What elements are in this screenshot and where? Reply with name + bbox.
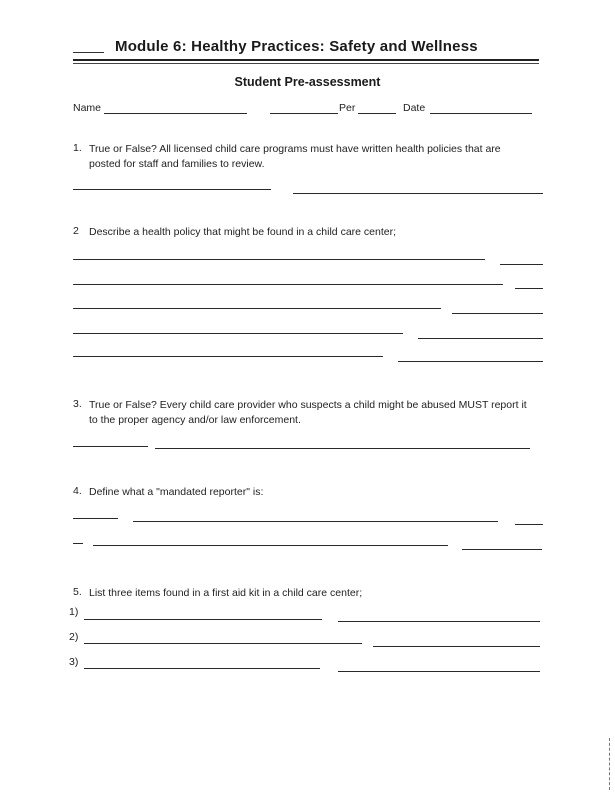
answer-line[interactable] xyxy=(73,284,503,285)
question-number: 4. xyxy=(73,485,82,497)
answer-line[interactable] xyxy=(398,361,543,362)
date-label: Date xyxy=(403,102,426,114)
name-label: Name xyxy=(73,102,102,114)
question-text: True or False? All licensed child care programs must have written health policies that are posted for staff and families to review. xyxy=(89,143,501,170)
answer-line[interactable] xyxy=(93,545,448,546)
list-item-number: 3) xyxy=(69,656,79,668)
answer-line[interactable] xyxy=(84,619,322,620)
answer-line[interactable] xyxy=(515,524,543,525)
answer-line[interactable] xyxy=(84,643,362,644)
answer-line[interactable] xyxy=(73,356,383,357)
question-number: 3. xyxy=(73,398,82,410)
list-item-number: 2) xyxy=(69,631,79,643)
question-number: 1. xyxy=(73,142,82,154)
answer-line[interactable] xyxy=(73,308,441,309)
answer-line[interactable] xyxy=(500,264,543,265)
answer-line[interactable] xyxy=(73,189,271,190)
answer-line[interactable] xyxy=(84,668,320,669)
answer-line[interactable] xyxy=(133,521,498,522)
answer-line[interactable] xyxy=(73,333,403,334)
answer-line[interactable] xyxy=(73,446,148,447)
name-field-line-2[interactable] xyxy=(270,113,338,114)
answer-line[interactable] xyxy=(515,288,543,289)
title-rule-thin xyxy=(73,63,539,64)
name-field-line[interactable] xyxy=(104,113,247,114)
answer-line[interactable] xyxy=(373,646,540,647)
per-field-line[interactable] xyxy=(358,113,396,114)
title-rule xyxy=(73,59,539,61)
question-text: Describe a health policy that might be found in a child care center; xyxy=(89,226,397,238)
answer-line[interactable] xyxy=(452,313,543,314)
answer-line[interactable] xyxy=(462,549,542,550)
title-blank-line xyxy=(73,52,104,53)
answer-line[interactable] xyxy=(155,448,530,449)
answer-line[interactable] xyxy=(418,338,543,339)
per-label: Per xyxy=(339,102,356,114)
answer-line[interactable] xyxy=(293,193,543,194)
question-number: 2 xyxy=(73,225,79,237)
question-text: Define what a "mandated reporter" is: xyxy=(89,486,264,498)
answer-line[interactable] xyxy=(73,518,118,519)
question-text: List three items found in a first aid kit in a child care center; xyxy=(89,587,363,599)
date-field-line[interactable] xyxy=(430,113,532,114)
answer-line[interactable] xyxy=(73,543,83,544)
question-text: True or False? Every child care provider who suspects a child might be abused MUST report it to the proper agency and/or law enforcement. xyxy=(89,399,527,426)
question-number: 5. xyxy=(73,586,82,598)
scan-edge-marks xyxy=(609,738,611,790)
answer-line[interactable] xyxy=(338,671,540,672)
answer-line[interactable] xyxy=(338,621,540,622)
page-title: Module 6: Healthy Practices: Safety and Wellness xyxy=(115,38,478,55)
answer-line[interactable] xyxy=(73,259,485,260)
list-item-number: 1) xyxy=(69,606,79,618)
page-subtitle: Student Pre-assessment xyxy=(234,75,381,89)
